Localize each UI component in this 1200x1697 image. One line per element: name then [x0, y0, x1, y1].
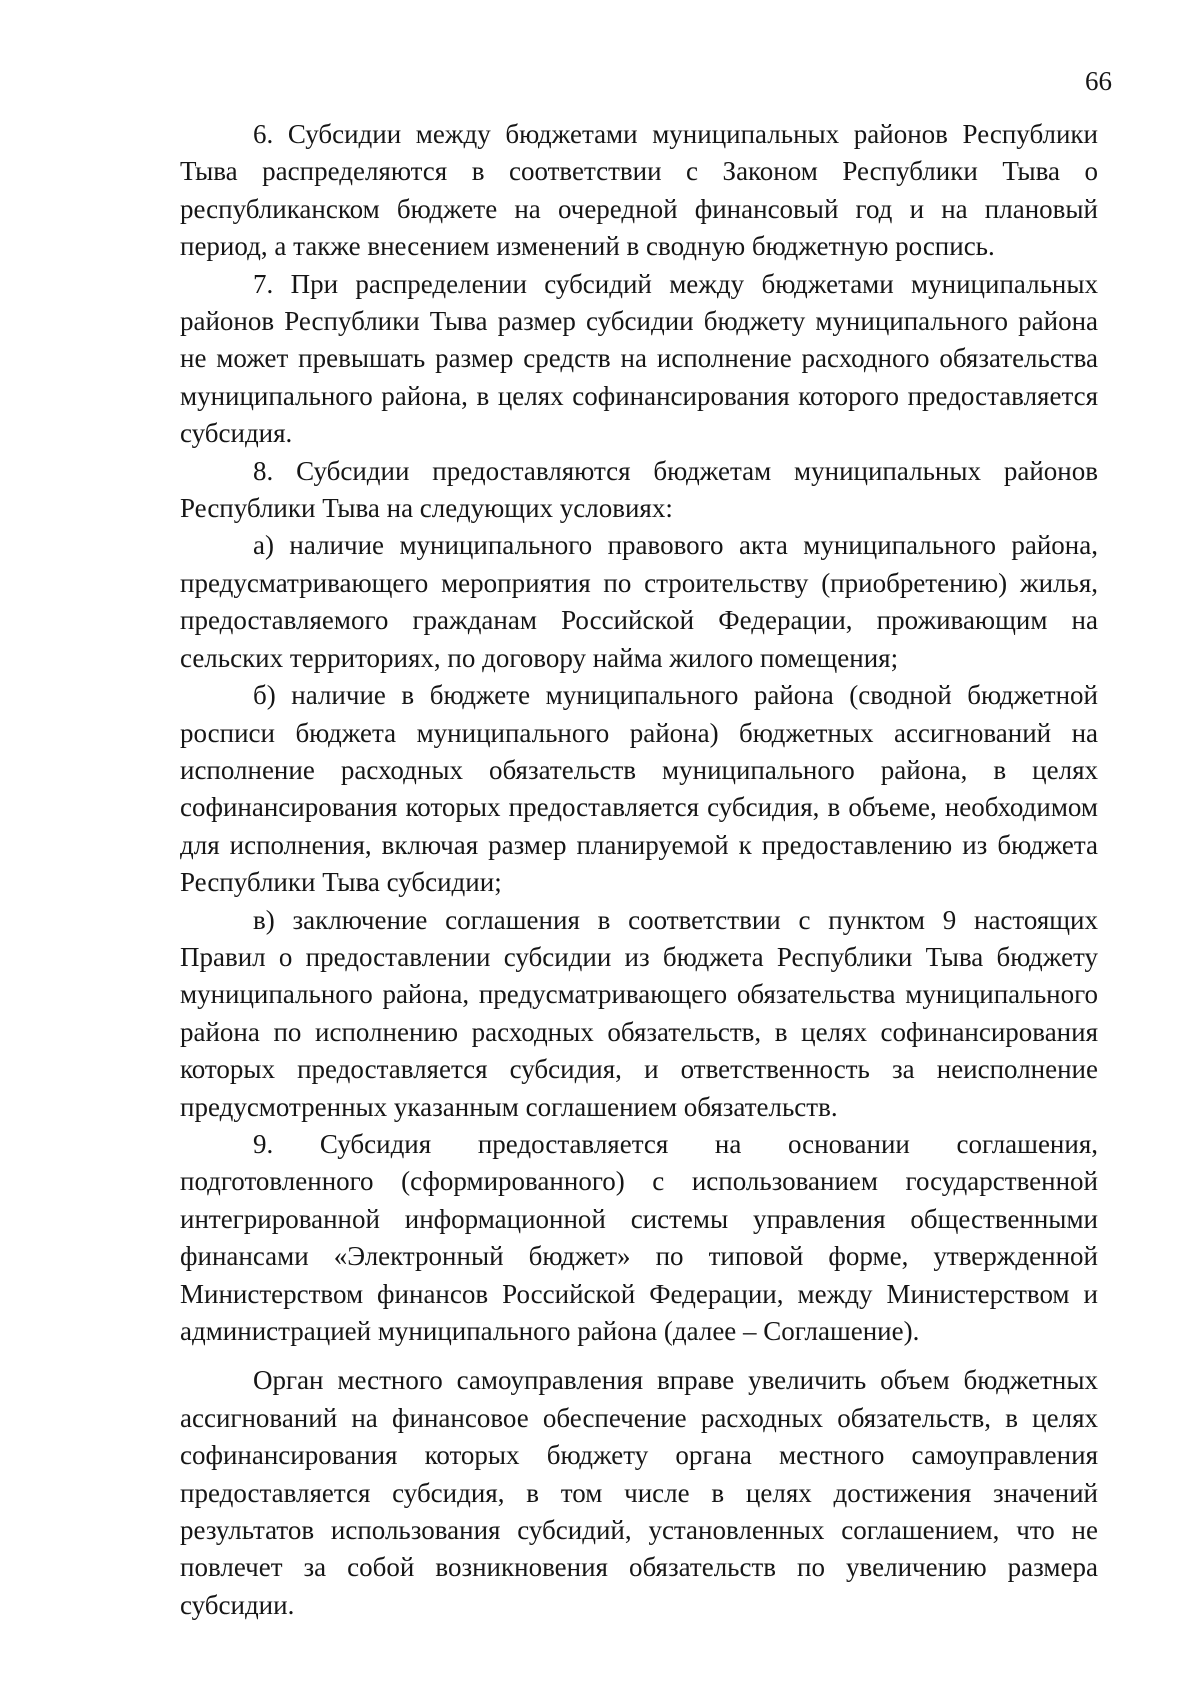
paragraph-8-conditions: 8. Субсидии предоставляются бюджетам муниципальных районов Республики Тыва на следующих условиях:	[180, 455, 1098, 524]
paragraph-6-distribution: 6. Субсидии между бюджетами муниципальных районов Республики Тыва распределяются в соответствии с Законом Республики Тыва о республиканском бюджете на очередной финансовый год и на плановый период, а также внесением изменений в сводную бюджетную роспись.	[180, 119, 1098, 262]
condition-a: а) наличие муниципального правового акта муниципального района, предусматривающего мероприятия по строительству (приобретению) жилья, предоставляемого гражданам Российской Федерации, проживающим на сельских территориях, по договору найма жилого помещения;	[180, 530, 1098, 673]
page-number: 66	[1085, 66, 1112, 96]
paragraph-7-limit: 7. При распределении субсидий между бюджетами муниципальных районов Республики Тыва размер субсидии бюджету муниципального района не может превышать размер средств на исполнение расходного обязательства муниципального района, в целях софинансирования которого предоставляется субсидия.	[180, 268, 1098, 449]
paragraph-9-agreement: 9. Субсидия предоставляется на основании соглашения, подготовленного (сформированного) с использованием государственной интегрированной информационной системы управления общественными финансами «Электронный бюджет» по типовой форме, утвержденной Министерством финансов Российской Федерации, между Министерством и администрацией муниципального района (далее – Соглашение).	[180, 1128, 1098, 1346]
body-text	[180, 116, 1098, 1624]
condition-b: б) наличие в бюджете муниципального района (сводной бюджетной росписи бюджета муниципального района) бюджетных ассигнований на исполнение расходных обязательств муниципального района, в целях софинансирования которых предоставляется субсидия, в объеме, необходимом для исполнения, включая размер планируемой к предоставлению из бюджета Республики Тыва субсидии;	[180, 680, 1098, 898]
condition-v: в) заключение соглашения в соответствии с пунктом 9 настоящих Правил о предоставлении субсидии из бюджета Республики Тыва бюджету муниципального района, предусматривающего обязательства муниципального района по исполнению расходных обязательств, в целях софинансирования которых предоставляется субсидия, и ответственность за неисполнение предусмотренных указанным соглашением обязательств.	[180, 904, 1098, 1122]
paragraph-local-authority: Орган местного самоуправления вправе увеличить объем бюджетных ассигнований на финансовое обеспечение расходных обязательств, в целях софинансирования которых бюджету органа местного самоуправления предоставляется субсидия, в том числе в целях достижения значений результатов использования субсидий, установленных соглашением, что не повлечет за собой возникновения обязательств по увеличению размера субсидии.	[180, 1365, 1098, 1620]
